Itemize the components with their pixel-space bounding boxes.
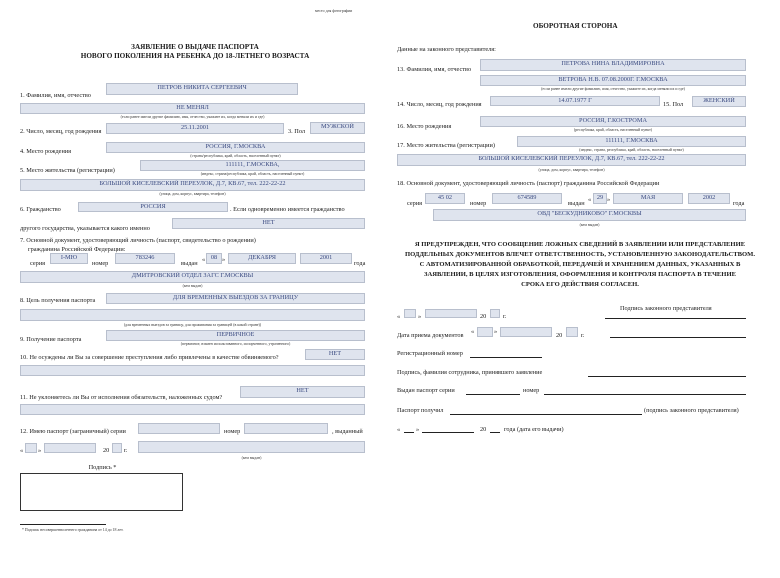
quote-close: » <box>38 447 42 454</box>
r18-label: 18. Основной документ, удостоверяющий личность (паспорт) гражданина Российской Федерации <box>397 180 660 187</box>
rep-residence-field-1[interactable]: 111111, Г.МОСКВА <box>517 136 746 147</box>
citizenship-field[interactable]: РОССИЯ <box>78 202 228 212</box>
issued-number-label: номер <box>523 387 540 394</box>
f9-hint: (первичное, взамен использованного, испорченного, утраченного) <box>180 342 291 346</box>
foreign-passport-day-field[interactable] <box>25 443 37 453</box>
f2-label: 2. Число, месяц, год рождения <box>20 128 102 135</box>
residence-field-2[interactable]: БОЛЬШОЙ КИСЕЛЕВСКИЙ ПЕРЕУЛОК, Д.7, КВ.67, тел. 222-22-22 <box>20 179 365 191</box>
r18-issued-label: выдан <box>568 200 585 207</box>
rep-doc-month-field[interactable]: МАЯ <box>613 193 683 204</box>
year-prefix: 20 <box>103 447 110 454</box>
year-prefix: 20 <box>480 313 487 320</box>
receipt-type-field[interactable]: ПЕРВИЧНОЕ <box>106 330 365 341</box>
rep-previous-name-field[interactable]: ВЕТРОВА Н.В. 07.08.2000Г. Г.МОСКВА <box>480 75 746 86</box>
photo-place-note: место для фотографии <box>315 9 353 13</box>
foreign-passport-series-field[interactable] <box>138 423 220 434</box>
rep-header: Данные на законного представителя: <box>397 46 496 53</box>
year-suffix: г. <box>124 447 128 454</box>
rep-full-name-field[interactable]: ПЕТРОВА НИНА ВЛАДИМИРОВНА <box>480 59 746 71</box>
document-year-field[interactable]: 2001 <box>300 253 352 264</box>
rep-sign-day-field[interactable] <box>404 309 416 318</box>
r18-issuer-hint: (кем выдан) <box>579 223 600 227</box>
page-subtitle: НОВОГО ПОКОЛЕНИЯ НА РЕБЕНКА ДО 18-ЛЕТНЕГО ВОЗРАСТА <box>80 52 310 60</box>
quote-open: « <box>588 196 592 203</box>
foreign-passport-number-field[interactable] <box>244 423 328 434</box>
rep-doc-year-field[interactable]: 2002 <box>688 193 730 204</box>
foreign-passport-issuer-field[interactable] <box>138 441 365 453</box>
other-citizenship-field[interactable]: НЕТ <box>172 218 365 229</box>
rep-doc-day-field[interactable]: 29 <box>593 193 607 204</box>
r17-hint2: (улица, дом, корпус, квартира, телефон) <box>538 168 605 172</box>
rep-signature-line[interactable] <box>605 318 746 319</box>
intake-signature-line[interactable] <box>610 337 746 338</box>
rep-doc-issuer-field[interactable]: ОВД "БЕСКУДНИКОВО" Г.МОСКВЫ <box>433 209 746 221</box>
f7-series-label: серия <box>30 260 46 267</box>
f12-label: 12. Имею паспорт (заграничный) серии <box>20 428 126 435</box>
f7-year-label: года <box>354 260 366 267</box>
purpose-field[interactable]: ДЛЯ ВРЕМЕННЫХ ВЫЕЗДОВ ЗА ГРАНИЦУ <box>106 293 365 304</box>
r17-hint1: (индекс, страна, республика, край, область, населенный пункт) <box>579 148 684 152</box>
intake-month-field[interactable] <box>500 327 552 337</box>
reg-number-line[interactable] <box>470 357 542 358</box>
warning-line-4: ЗАЯВЛЕНИИ, В ЦЕЛЯХ ИЗГОТОВЛЕНИЯ, ОФОРМЛЕНИЯ И КОНТРОЛЯ ПАСПОРТА В ТЕЧЕНИЕ <box>424 271 736 278</box>
f9-label: 9. Получение паспорта <box>20 336 82 343</box>
f6-suffix: . Если одновременно имеется гражданство <box>230 206 345 213</box>
full-name-field[interactable]: ПЕТРОВ НИКИТА СЕРГЕЕВИЧ <box>106 83 298 95</box>
employee-line[interactable] <box>588 376 746 377</box>
employee-label: Подпись, фамилия сотрудника, принявшего заявление <box>397 369 543 376</box>
year-suffix: г. <box>581 332 585 339</box>
document-issuer-field[interactable]: ДМИТРОВСКИЙ ОТДЕЛ ЗАГС Г.МОСКВЫ <box>20 271 365 283</box>
warning-line-2: ПОДДЕЛЬНЫХ ДОКУМЕНТОВ ВЛЕЧЕТ ОТВЕТСТВЕННОСТЬ, УСТАНОВЛЕННУЮ ЗАКОНОДАТЕЛЬСТВОМ. <box>404 251 756 258</box>
f7-number-label: номер <box>92 260 109 267</box>
f6-label: 6. Гражданство <box>20 206 61 213</box>
foreign-passport-year-field[interactable] <box>112 443 122 453</box>
f4-hint: (страна/республика, край, область, населенный пункт) <box>190 154 281 158</box>
document-month-field[interactable]: ДЕКАБРЯ <box>228 253 296 264</box>
rep-sign-month-field[interactable] <box>425 309 477 318</box>
r13-label: 13. Фамилия, имя, отчество <box>397 66 472 73</box>
r17-label: 17. Место жительства (регистрации) <box>397 142 495 149</box>
r18-series-label: серия <box>407 200 423 207</box>
intake-date-label: Дата приема документов <box>397 332 464 339</box>
birth-place-field[interactable]: РОССИЯ, Г.МОСКВА <box>106 142 365 153</box>
conviction-extra-field[interactable] <box>20 365 365 376</box>
r18-number-label: номер <box>470 200 487 207</box>
page-title: ЗАЯВЛЕНИЕ О ВЫДАЧЕ ПАСПОРТА <box>131 43 259 51</box>
conviction-field[interactable]: НЕТ <box>305 349 365 360</box>
f4-label: 4. Место рождения <box>20 148 72 155</box>
issued-series-line[interactable] <box>466 394 520 395</box>
f11-label: 11. Не уклоняетесь ли Вы от исполнения обязательств, наложенных судом? <box>20 394 223 401</box>
issue-month-line[interactable] <box>422 432 474 433</box>
back-side-title: ОБОРОТНАЯ СТОРОНА <box>533 22 618 30</box>
f12-issued-label: , выданный <box>332 428 363 435</box>
quote-open: « <box>471 328 475 335</box>
signature-label: Подпись * <box>88 464 117 471</box>
residence-field-1[interactable]: 111111, Г.МОСКВА, <box>140 160 365 171</box>
document-number-field[interactable]: 783246 <box>115 253 175 264</box>
issued-number-line[interactable] <box>544 394 746 395</box>
rep-doc-series-field[interactable]: 45 02 <box>425 193 465 204</box>
f7-label-1: 7. Основной документ, удостоверяющий личность (паспорт, свидетельство о рождении) <box>20 237 256 244</box>
f8-hint: (для временных выездов за границу, для проживания за границей (в какой стране)) <box>123 323 262 327</box>
year-prefix: 20 <box>480 426 487 433</box>
document-day-field[interactable]: 08 <box>206 253 222 264</box>
issue-day-line[interactable] <box>404 432 414 433</box>
warning-line-5: СРОКА ЕГО ДЕЙСТВИЯ СОГЛАСЕН. <box>521 281 639 288</box>
rep-birth-date-field[interactable]: 14.07.1977 Г <box>490 96 660 106</box>
r15-label: 15. Пол <box>663 101 684 108</box>
footnote-divider <box>20 524 106 525</box>
birth-date-field[interactable]: 25.11.2001 <box>106 123 284 134</box>
reg-number-label: Регистрационный номер <box>397 350 463 357</box>
r13-hint: (если ранее имели другие фамилию, имя, отчество, укажите их, когда меняли их и где) <box>541 87 685 91</box>
f6-other-label: другого государства, указывается какого именно <box>20 225 150 232</box>
rep-birth-place-field[interactable]: РОССИЯ, Г.КОСТРОМА <box>480 116 746 127</box>
quote-open: « <box>397 313 401 320</box>
intake-year-field[interactable] <box>566 327 578 337</box>
footnote: * Подпись несовершеннолетнего гражданина от 14 до 18 лет. <box>22 528 124 532</box>
issue-year-line[interactable] <box>490 432 500 433</box>
signature-box[interactable] <box>20 473 183 511</box>
document-series-field[interactable]: I-МЮ <box>50 253 88 264</box>
foreign-passport-month-field[interactable] <box>44 443 96 453</box>
quote-open: « <box>20 447 24 454</box>
f5-hint2: (улица, дом, корпус, квартира, телефон) <box>159 192 226 196</box>
f1-hint: (если ранее имели другие фамилию, имя, отчество, укажите их, когда меняли их и где) <box>120 115 265 119</box>
f10-label: 10. Не осуждены ли Вы за совершение преступления либо привлечены в качестве обвиняемого? <box>20 354 279 361</box>
f5-hint1: (индекс, страна/республика, край, область, населенный пункт) <box>200 172 305 176</box>
quote-open: « <box>397 426 401 433</box>
previous-name-field[interactable]: НЕ МЕНЯЛ <box>20 103 365 114</box>
warning-line-3: С АВТОМАТИЗИРОВАННОЙ ОБРАБОТКОЙ, ПЕРЕДАЧЕЙ И ХРАНЕНИЕМ ДАННЫХ, УКАЗАННЫХ В <box>419 261 741 268</box>
quote-close: » <box>418 313 422 320</box>
rep-doc-number-field[interactable]: 674589 <box>492 193 562 204</box>
court-obligations-field[interactable]: НЕТ <box>240 386 365 398</box>
f7-issued-label: выдан <box>181 260 198 267</box>
issue-date-suffix: года (дата его выдачи) <box>504 426 564 433</box>
warning-line-1: Я ПРЕДУПРЕЖДЕН, ЧТО СООБЩЕНИЕ ЛОЖНЫХ СВЕДЕНИЙ В ЗАЯВЛЕНИИ ИЛИ ПРЕДСТАВЛЕНИЕ <box>414 241 746 248</box>
year-suffix: г. <box>503 313 507 320</box>
f1-label: 1. Фамилия, имя, отчество <box>20 92 91 99</box>
f5-label: 5. Место жительства (регистрации) <box>20 167 115 174</box>
r14-label: 14. Число, месяц, год рождения <box>397 101 482 108</box>
quote-close: » <box>416 426 420 433</box>
rep-signature-label: Подпись законного представителя <box>620 305 712 312</box>
issued-series-label: Выдан паспорт серии <box>397 387 455 394</box>
year-prefix: 20 <box>556 332 563 339</box>
r16-hint: (республика, край, область, населенный пункт) <box>573 128 653 132</box>
quote-close: » <box>222 256 226 263</box>
court-obligations-extra-field[interactable] <box>20 404 365 415</box>
rep-sex-field[interactable]: ЖЕНСКИЙ <box>692 96 746 107</box>
received-label: Паспорт получил <box>397 407 444 414</box>
received-hint: (подпись законного представителя) <box>644 407 739 414</box>
received-signature-line[interactable] <box>450 414 642 415</box>
f12-number-label: номер <box>224 428 241 435</box>
quote-close: » <box>607 196 611 203</box>
quote-open: « <box>202 256 206 263</box>
rep-residence-field-2[interactable]: БОЛЬШОЙ КИСЕЛЕВСКИЙ ПЕРЕУЛОК, Д.7, КВ.67, тел. 222-22-22 <box>397 154 746 166</box>
r18-year-label: года <box>733 200 745 207</box>
f7-issuer-hint: (кем выдан) <box>182 284 203 288</box>
f8-label: 8. Цель получения паспорта <box>20 297 96 304</box>
intake-day-field[interactable] <box>477 327 493 337</box>
rep-sign-year-field[interactable] <box>490 309 500 318</box>
quote-close: » <box>494 328 498 335</box>
r16-label: 16. Место рождения <box>397 123 452 130</box>
f3-label: 3. Пол <box>288 128 306 135</box>
purpose-extra-field[interactable] <box>20 309 365 321</box>
sex-field[interactable]: МУЖСКОЙ <box>310 122 365 134</box>
issuer-hint: (кем выдан) <box>241 456 262 460</box>
f7-label-2: гражданина Российской Федерации: <box>28 246 126 253</box>
